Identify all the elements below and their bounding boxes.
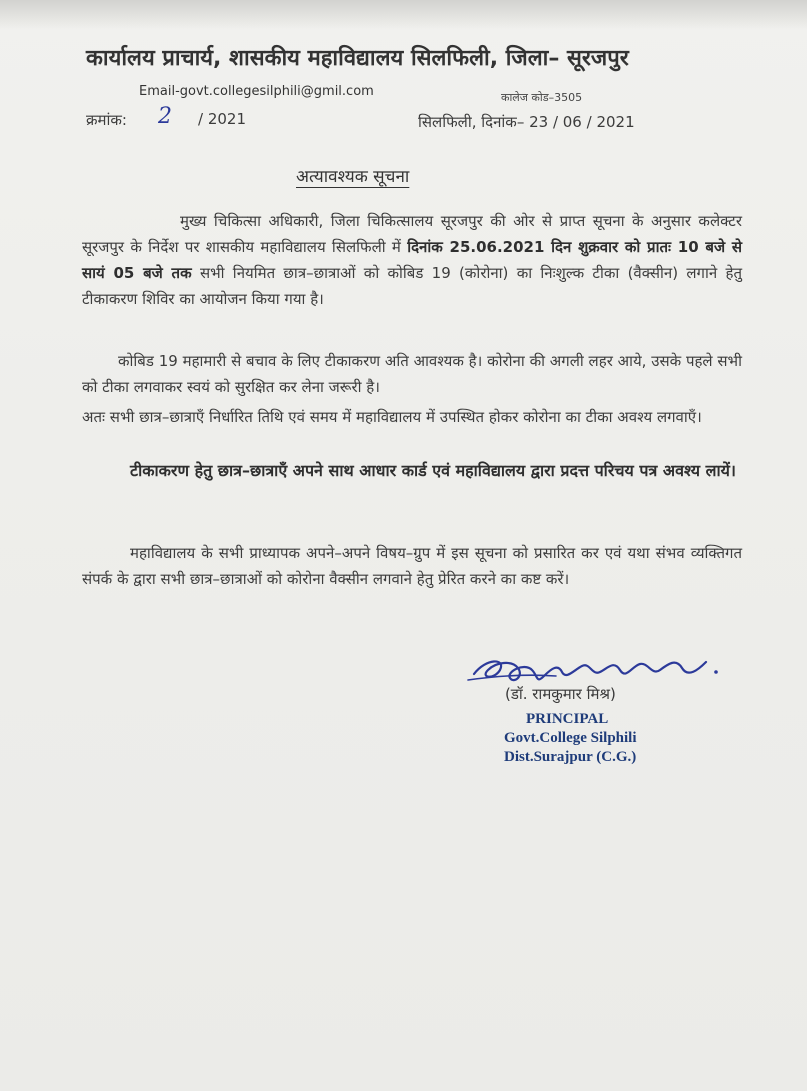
paragraph-1 — [82, 208, 742, 312]
ref-year: / 2021 — [198, 110, 246, 128]
seal-college: Govt.College Silphili — [504, 730, 637, 746]
paragraph-3: अतः सभी छात्र–छात्राएँ निर्धारित तिथि एवं समय में महाविद्यालय में उपस्थित होकर कोरोना का टीका अवश्य लगवाएँ। — [82, 408, 702, 426]
reference-row — [86, 104, 726, 138]
notice-title: अत्यावश्यक सूचना — [296, 167, 410, 187]
ref-number: 2 — [158, 104, 172, 129]
college-code: कालेज कोड–3505 — [501, 91, 583, 104]
paragraph-1-part2: सभी नियमित छात्र–छात्राओं को कोबिड 19 (कोरोना) का निःशुल्क टीका (वैक्सीन) लगाने हेतु टीकाकरण शिविर का आयोजन किया गया है। — [82, 264, 742, 308]
email-address: Email-govt.collegesilphili@gmil.com — [139, 84, 374, 99]
seal-title: PRINCIPAL — [526, 711, 609, 727]
paragraph-5: महाविद्यालय के सभी प्राध्यापक अपने–अपने विषय–ग्रुप में इस सूचना को प्रसारित कर एवं यथा संभव व्यक्तिगत संपर्क के द्वारा सभी छात्र–छात्राओं को कोरोना वैक्सीन लगवाने हेतु प्रेरित करने का कष्ट करें। — [82, 544, 742, 588]
date-line: सिलफिली, दिनांक– 23 / 06 / 2021 — [418, 113, 635, 131]
seal-district: Dist.Surajpur (C.G.) — [504, 749, 637, 765]
paragraph-1-part1: मुख्य चिकित्सा अधिकारी, जिला चिकित्सालय सूरजपुर की ओर से प्राप्त सूचना के अनुसार कलेक्टर सूरजपुर के निर्देश पर शासकीय महाविद्यालय सिलफिली में — [82, 212, 742, 256]
paragraph-2: कोबिड 19 महामारी से बचाव के लिए टीकाकरण अति आवश्यक है। कोरोना की अगली लहर आये, उसके पहले सभी को टीका लगवाकर स्वयं को सुरक्षित कर लेना जरूरी है। — [82, 352, 742, 396]
signatory-name: (डॉ. रामकुमार मिश्र) — [505, 685, 616, 703]
office-title: कार्यालय प्राचार्य, शासकीय महाविद्यालय सिलफिली, जिला– सूरजपुर — [86, 46, 629, 71]
ref-label: क्रमांक: — [86, 111, 127, 129]
paragraph-1-date: दिनांक 25.06.2021 दिन शुक्रवार को प्रातः 10 बजे से सायं 05 बजे तक — [82, 238, 742, 282]
paragraph-4: टीकाकरण हेतु छात्र–छात्राएँ अपने साथ आधार कार्ड एवं महाविद्यालय द्वारा प्रदत्त परिचय पत्र अवश्य लायें। — [130, 461, 736, 480]
principal-seal — [504, 710, 684, 767]
page-shadow — [0, 0, 807, 30]
